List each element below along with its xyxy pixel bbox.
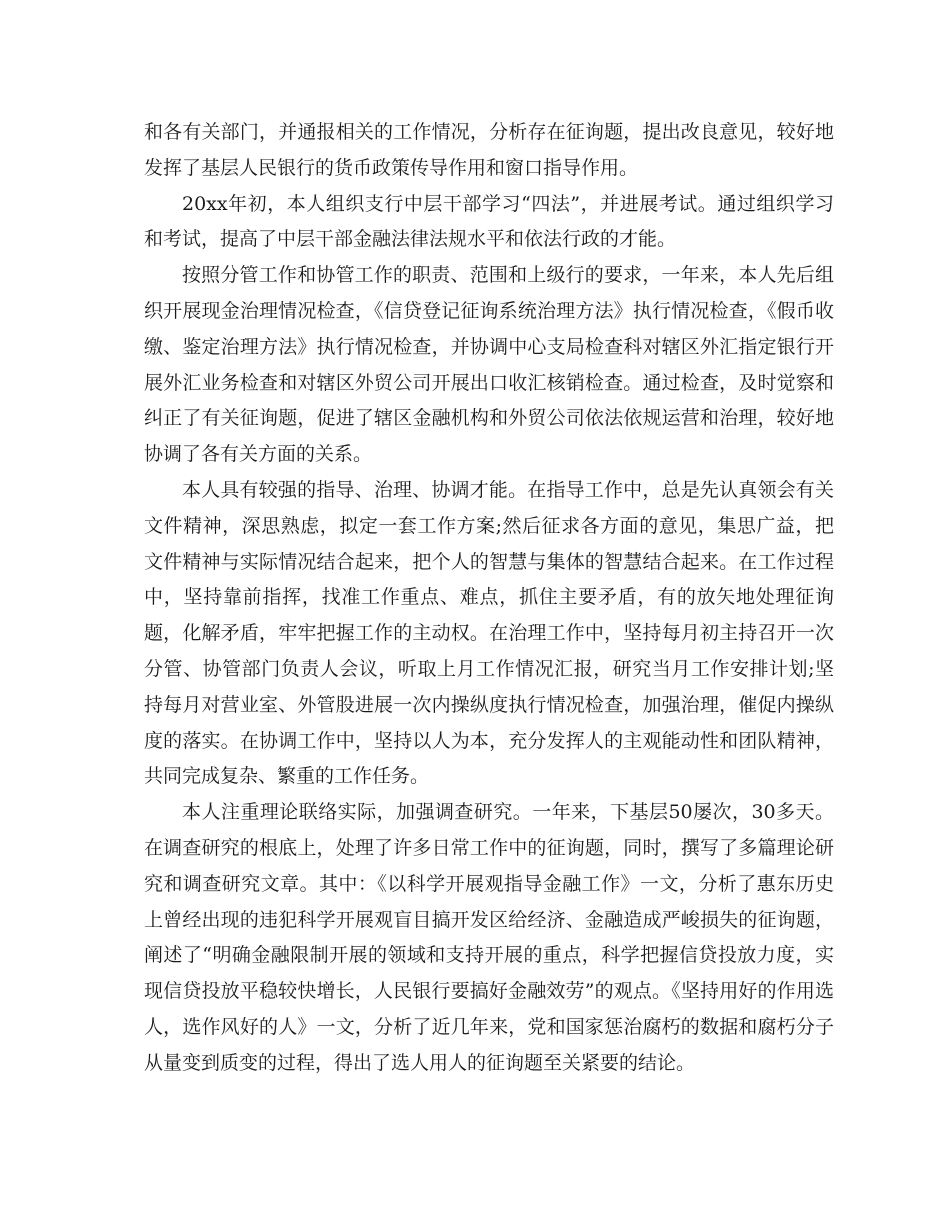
paragraph-3: 按照分管工作和协管工作的职责、范围和上级行的要求，一年来，本人先后组织开展现金治理情况检查，《信贷登记征询系统治理方法》执行情况检查，《假币收缴、鉴定治理方法》执行情况检查，并协调中心支局检查科对辖区外汇指定银行开展外汇业务检查和对辖区外贸公司开展出口收汇核销检查。通过检查，及时觉察和纠正了有关征询题，促进了辖区金融机构和外贸公司依法依规运营和治理，较好地协调了各有关方面的关系。 — [144, 264, 834, 466]
paragraph-4: 本人具有较强的指导、治理、协调才能。在指导工作中，总是先认真领会有关文件精神，深思熟虑，拟定一套工作方案;然后征求各方面的意见，集思广益，把文件精神与实际情况结合起来，把个人的智慧与集体的智慧结合起来。在工作过程中，坚持靠前指挥，找准工作重点、难点，抓住主要矛盾，有的放矢地处理征询题，化解矛盾，牢牢把握工作的主动权。在治理工作中，坚持每月初主持召开一次分管、协管部门负责人会议，听取上月工作情况汇报，研究当月工作安排计划;坚持每月对营业室、外管股进展一次内操纵度执行情况检查，加强治理，催促内操纵度的落实。在协调工作中，坚持以人为本，充分发挥人的主观能动性和团队精神，共同完成复杂、繁重的工作任务。 — [144, 478, 834, 788]
paragraph-1: 和各有关部门，并通报相关的工作情况，分析存在征询题，提出改良意见，较好地发挥了基层人民银行的货币政策传导作用和窗口指导作用。 — [144, 121, 834, 179]
document-body — [144, 115, 834, 1082]
paragraph-2: 20xx年初，本人组织支行中层干部学习“四法”，并进展考试。通过组织学习和考试，提高了中层干部金融法律法规水平和依法行政的才能。 — [144, 192, 834, 251]
paragraph-5: 本人注重理论联络实际，加强调查研究。一年来，下基层50屡次，30多天。在调查研究的根底上，处理了许多日常工作中的征询题，同时，撰写了多篇理论研究和调查研究文章。其中：《以科学开展观指导金融工作》一文，分析了惠东历史上曾经出现的违犯科学开展观盲目搞开发区给经济、金融造成严峻损失的征询题，阐述了“明确金融限制开展的领域和支持开展的重点，科学把握信贷投放力度，实现信贷投放平稳较快增长，人民银行要搞好金融效劳”的观点。《坚持用好的作用选人，选作风好的人》一文，分析了近几年来，党和国家惩治腐朽的数据和腐朽分子从量变到质变的过程，得出了选人用人的征询题至关紧要的结论。 — [144, 801, 834, 1074]
